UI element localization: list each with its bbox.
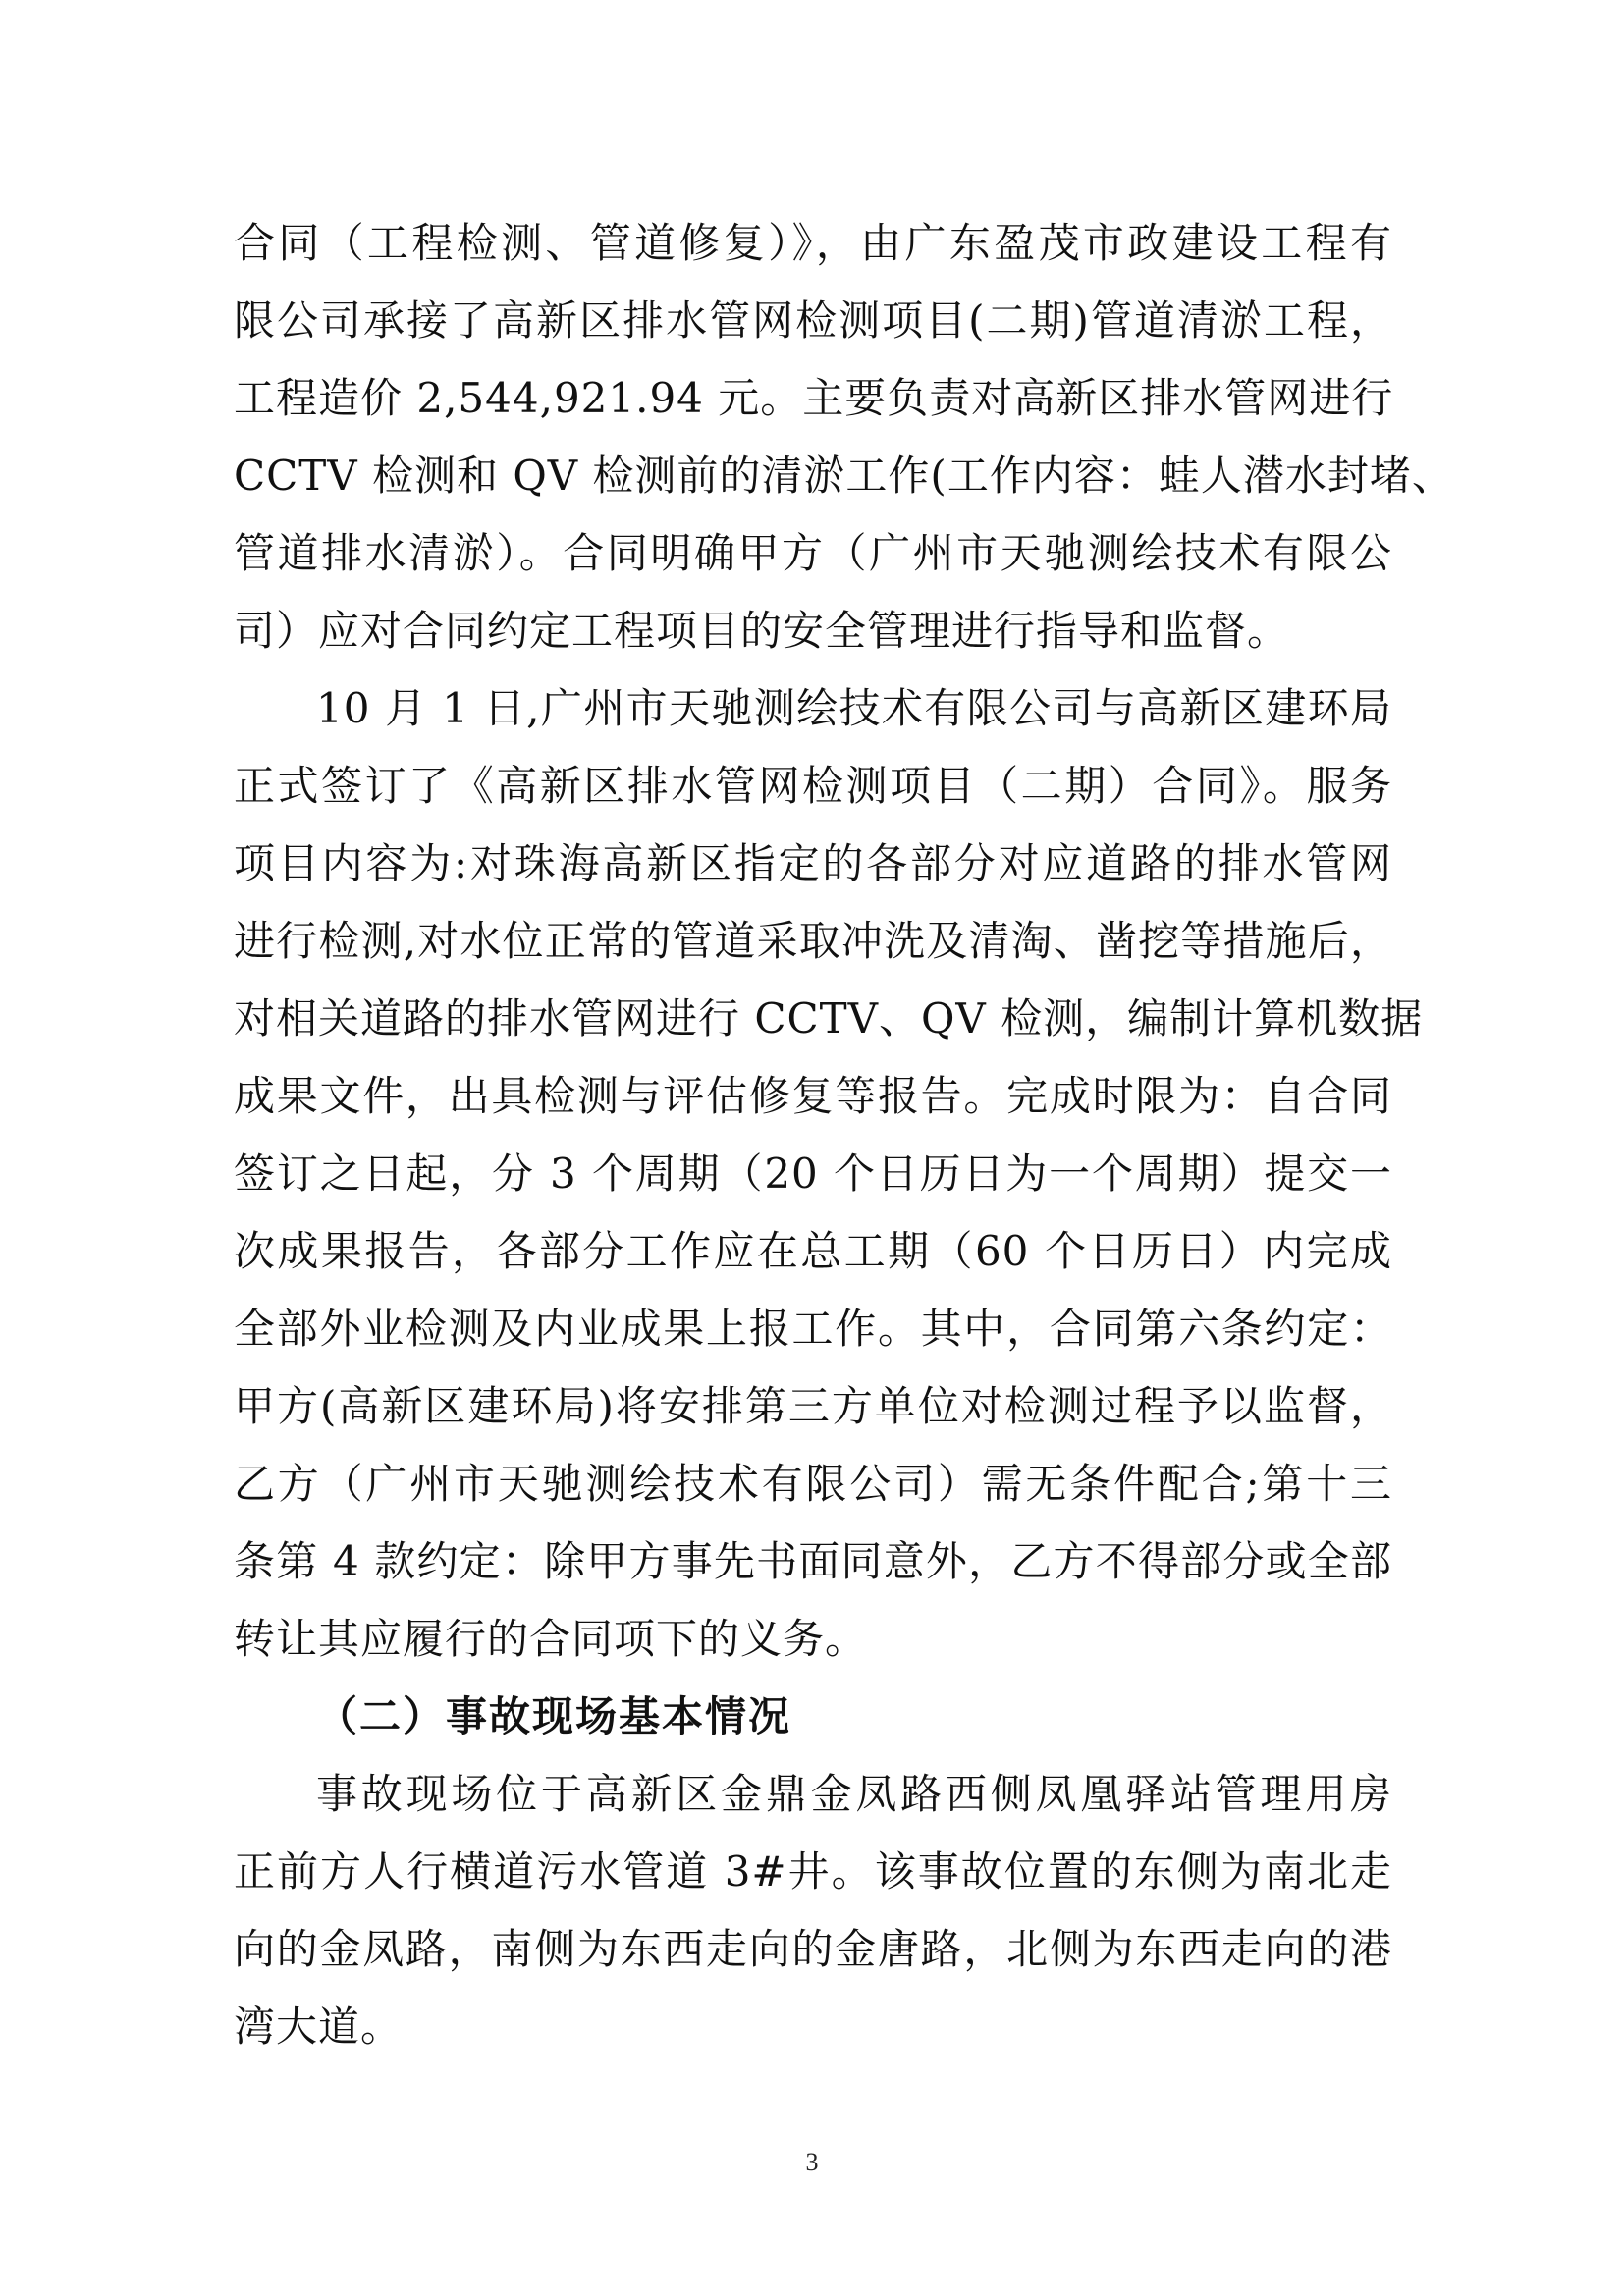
section-heading: （二）事故现场基本情况: [316, 1692, 792, 1740]
text-line: 全部外业检测及内业成果上报工作。其中，合同第六条约定：: [234, 1305, 1392, 1353]
paragraph-contract-inspection: [234, 669, 1424, 1678]
text-line: 对相关道路的排水管网进行 CCTV、QV 检测，编制计算机数据: [234, 994, 1424, 1042]
text-line: 10 月 1 日,广州市天驰测绘技术有限公司与高新区建环局: [316, 684, 1392, 732]
text-line: 成果文件，出具检测与评估修复等报告。完成时限为：自合同: [234, 1072, 1392, 1120]
text-line: 乙方（广州市天驰测绘技术有限公司）需无条件配合;第十三: [234, 1460, 1392, 1508]
text-line: 限公司承接了高新区排水管网检测项目(二期)管道清淤工程，: [234, 296, 1392, 345]
text-line: 向的金凤路，南侧为东西走向的金唐路，北侧为东西走向的港: [234, 1925, 1392, 1973]
text-line: 正式签订了《高新区排水管网检测项目（二期）合同》。服务: [234, 762, 1392, 810]
text-line: 司）应对合同约定工程项目的安全管理进行指导和监督。: [234, 607, 1290, 655]
paragraph-accident-site: [234, 1755, 1392, 2065]
text-line: 工程造价 2,544,921.94 元。主要负责对高新区排水管网进行: [234, 374, 1394, 422]
text-line: 签订之日起，分 3 个周期（20 个日历日为一个周期）提交一: [234, 1149, 1392, 1198]
text-line: CCTV 检测和 QV 检测前的清淤工作(工作内容：蛙人潜水封堵、: [234, 452, 1454, 500]
page-number: 3: [805, 2148, 819, 2176]
text-line: 管道排水清淤）。合同明确甲方（广州市天驰测绘技术有限公: [234, 529, 1392, 577]
text-line: 次成果报告，各部分工作应在总工期（60 个日历日）内完成: [234, 1227, 1392, 1275]
text-line: 转让其应履行的合同项下的义务。: [234, 1615, 868, 1663]
text-line: 进行检测,对水位正常的管道采取冲洗及清淘、凿挖等措施后，: [234, 917, 1392, 965]
text-line: 甲方(高新区建环局)将安排第三方单位对检测过程予以监督，: [234, 1382, 1392, 1430]
text-line: 湾大道。: [234, 2002, 404, 2051]
text-line: 条第 4 款约定：除甲方事先书面同意外，乙方不得部分或全部: [234, 1537, 1392, 1585]
text-line: 合同（工程检测、管道修复）》，由广东盈茂市政建设工程有: [234, 219, 1392, 267]
page-content: [234, 204, 1454, 2065]
paragraph-contract-dredging: [234, 204, 1454, 669]
text-line: 正前方人行横道污水管道 3#井。该事故位置的东侧为南北走: [234, 1847, 1392, 1896]
text-line: 事故现场位于高新区金鼎金凤路西侧凤凰驿站管理用房: [316, 1770, 1392, 1818]
text-line: 项目内容为:对珠海高新区指定的各部分对应道路的排水管网: [234, 839, 1392, 887]
